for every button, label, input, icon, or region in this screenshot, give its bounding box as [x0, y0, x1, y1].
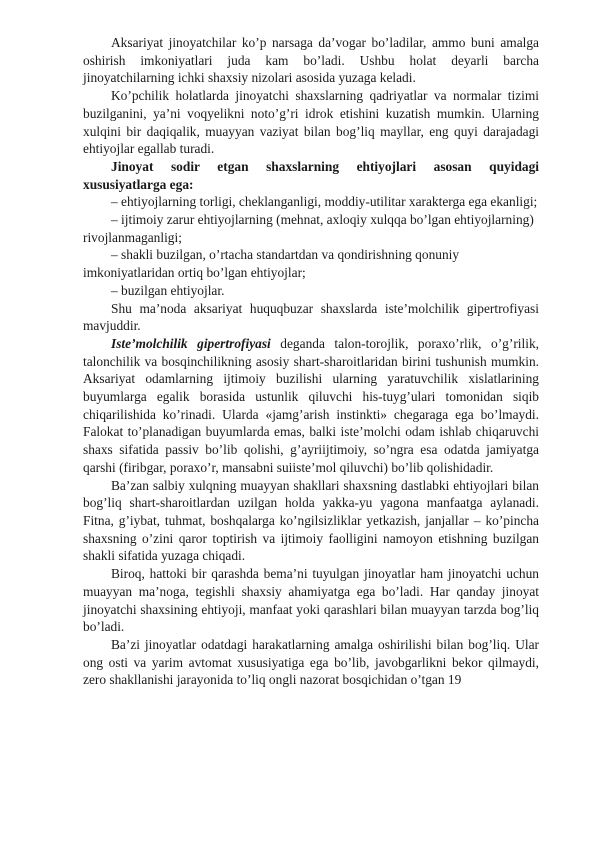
- section-heading: Jinoyat sodir etgan shaxslarning ehtiyojlari asosan quyidagi xususiyatlarga ega:: [83, 158, 539, 192]
- list-item-4: ‒ buzilgan ehtiyojlar.: [111, 282, 225, 298]
- document-page: [83, 34, 539, 689]
- list-item-2: ‒ ijtimoiy zarur ehtiyojlarning (mehnat, axloqiy xulqqa bo’lgan ehtiyojlarning) rivojlanmaganligi;: [83, 212, 534, 245]
- paragraph-4: Shu ma’noda aksariyat huquqbuzar shaxslarda iste’molchilik gipertrofiyasi mavjuddir.: [83, 300, 539, 334]
- paragraph-2: Ko’pchilik holatlarda jinoyatchi shaxslarning qadriyatlar va normalar tizimi buzilganini, ya’ni voqyelikni noto’g’ri idrok etishini kuzatish mumkin. Ularning xulqini bir daqiqalik, muayyan vaziyat bilan bog’liq mayllar, eng quyi darajadagi ehtiyojlar egallab turadi.: [83, 88, 539, 157]
- paragraph-6: Ba’zan salbiy xulqning muayyan shakllari shaxsning dastlabki ehtiyojlari bilan bog’liq shart-sharoitlardan uzilgan holda yakka-yu yagona manfaatga aylanadi. Fitna, g’iybat, tuhmat, boshqalarga ko’ngilsizliklar yetkazish, janjallar ‒ ko’pincha shaxsning o’zini qaror toptirish va ijtimoiy faolligini namoyon etishning buzilgan shakli sifatida yuzaga chiqadi.: [83, 477, 539, 564]
- paragraph-1: Aksariyat jinoyatchilar ko’p narsaga da’vogar bo’ladilar, ammo buni amalga oshirish imkoniyatlari juda kam bo’ladi. Ushbu holat deyarli barcha jinoyatchilarning ichki shaxsiy nizolari asosida yuzaga keladi.: [83, 35, 539, 86]
- paragraph-5-text: deganda talon-torojlik, poraxo’rlik, o’g’rilik, talonchilik va bosqinchilikning asosiy shart-sharoitlaridan birini tushunish mumkin. Aksariyat odamlarning ijtimoiy buzilishi ularning yaratuvchilik xislatlarining buyumlarga egalik borasida ustunlik qiluvchi his-tuyg’ulari tomonidan siqib chiqarilishida ko’rinadi. Ularda «jamg’arish instinkti» chegaraga ega bo’lmaydi. Falokat to’planadigan buyumlarda emas, balki iste’molchi odam ishlab chiqaruvchi shaxs sifatida passiv bo’lib qolishi, g’ayriijtimoiy, so’ngra esa odatda jamiyatga qarshi (firibgar, poraxo’r, mansabni suiiste’mol qiluvchi) bo’lib qolishidadir.: [83, 335, 539, 475]
- list-item-3: ‒ shakli buzilgan, o’rtacha standartdan va qondirishning qonuniy imkoniyatlaridan ortiq bo’lgan ehtiyojlar;: [83, 247, 460, 281]
- paragraph-5: [83, 335, 539, 477]
- list-item-1: ‒ ehtiyojlarning torligi, cheklanganligi, moddiy-utilitar xarakterga ega ekanligi;: [111, 194, 538, 210]
- term-highlight: Iste’molchilik gipertrofiyasi: [111, 335, 271, 351]
- paragraph-7: Biroq, hattoki bir qarashda bema’ni tuyulgan jinoyatlar ham jinoyatchi uchun muayyan ma’noga, tegishli shaxsiy ahamiyatga ega bo’ladi. Har qanday jinoyat jinoyatchi shaxsining ehtiyoji, manfaat yoki qarashlari bilan muayyan tarzda bog’liq bo’ladi.: [83, 566, 539, 635]
- paragraph-8: Ba’zi jinoyatlar odatdagi harakatlarning amalga oshirilishi bilan bog’liq. Ular ong osti va yarim avtomat xususiyatiga ega bo’lib, javobgarlikni bekor qilmaydi, zero shakllanishi jarayonida to’liq ongli nazorat bosqichidan o’tgan 19: [83, 636, 539, 688]
